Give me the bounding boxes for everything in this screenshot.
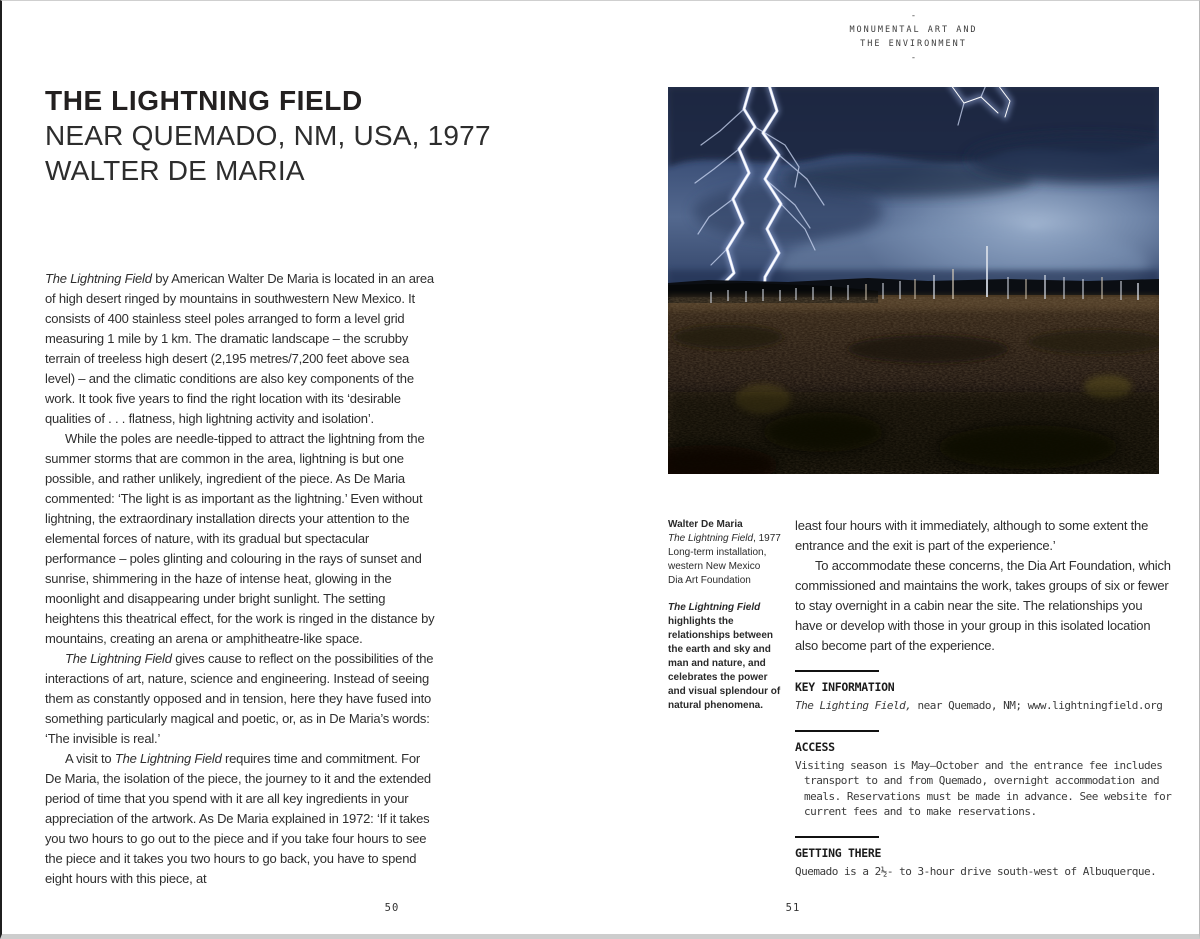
section-heading: KEY INFORMATION bbox=[795, 680, 895, 694]
photo-illustration bbox=[668, 87, 1159, 474]
text-segment: To accommodate these concerns, the Dia Art Foundation, which commissioned and maintains the work, takes groups of six or fewer to stay overnight in a cabin near the site. The relationships you have or develop with those in your group in this isolated location also become part of the experience. bbox=[795, 558, 1171, 653]
text-segment: least four hours with it immediately, although to some extent the entrance and the exit is part of the experience.’ bbox=[795, 518, 1149, 553]
photo-caption bbox=[668, 518, 788, 713]
lightning-field-photo bbox=[668, 87, 1159, 474]
text-segment: highlights the relationships between the earth and sky and man and nature, and celebrates the power and visual splendour of natural phenomena. bbox=[668, 616, 781, 711]
right-page-column bbox=[795, 516, 1173, 879]
text-segment: near Quemado, NM; www.lightningfield.org bbox=[911, 699, 1163, 712]
body-paragraph bbox=[795, 556, 1173, 656]
text-segment: Long-term installation, bbox=[668, 547, 767, 558]
body-paragraph bbox=[45, 649, 437, 749]
running-head bbox=[668, 9, 1159, 65]
section-rule bbox=[795, 730, 879, 732]
text-segment: transport to and from Quemado, overnight accommodation and bbox=[804, 774, 1160, 787]
text-segment: Quemado is a 2½- to 3-hour drive south-west of Albuquerque. bbox=[795, 864, 1157, 878]
text-segment: , 1977 bbox=[753, 533, 781, 544]
text-segment: The Lightning Field bbox=[668, 533, 754, 544]
text-segment: meals. Reservations must be made in advance. See website for bbox=[804, 789, 1172, 803]
body-paragraph bbox=[795, 516, 1173, 556]
caption-note bbox=[668, 601, 788, 713]
text-segment: Walter De Maria bbox=[668, 519, 743, 530]
text-segment: The Lighting Field, bbox=[795, 699, 912, 712]
text-segment: Dia Art Foundation bbox=[668, 575, 751, 586]
body-paragraph bbox=[45, 269, 437, 429]
text-segment: gives cause to reflect on the possibilities of the interactions of art, nature, science and engineering. Instead of seeing them as constantly opposed and in tension, here they have fused into something particularly magical and poetic, or, as in De Maria’s words: ‘The invisible is real.’ bbox=[45, 651, 434, 746]
left-page-body-text bbox=[45, 269, 437, 889]
text-segment: western New Mexico bbox=[668, 561, 761, 572]
text-segment: Visiting season is May–October and the entrance fee includes bbox=[795, 758, 1163, 772]
running-head-line1: MONUMENTAL ART AND bbox=[849, 25, 978, 35]
running-head-dash-top: - bbox=[910, 11, 917, 21]
key-information-block bbox=[795, 670, 1173, 879]
caption-credit-line bbox=[668, 560, 788, 574]
caption-credit-line bbox=[668, 518, 788, 532]
text-segment: The Lightning Field bbox=[45, 271, 152, 286]
photo-ground bbox=[668, 278, 1159, 474]
caption-credit bbox=[668, 518, 788, 588]
section-line bbox=[795, 758, 1173, 774]
text-segment: While the poles are needle-tipped to attract the lightning from the summer storms that are common in the area, lightning is but one possible, and rather unlikely, ingredient of the piece. As De Maria commented: ‘The light is as important as the lightning.’ Even without lightning, the extraordinary installation directs your attention to the elemental forces of nature, with its gradual but spectacular performance – poles glinting and colouring in the rays of sunset and sunrise, shimmering in the haze of intense heat, glowing in the moonlight and disappearing under bright sunlight. The setting heightens this theatrical effect, for the work is ringed in the distance by mountains, creating an arena or amphitheatre-like space. bbox=[45, 431, 435, 646]
caption-credit-line bbox=[668, 546, 788, 560]
info-section bbox=[795, 730, 1173, 820]
page-number-right: 51 bbox=[785, 902, 801, 914]
text-segment: The Lightning Field bbox=[65, 651, 172, 666]
text-segment: requires time and commitment. For De Maria, the isolation of the piece, the journey to it and the extended period of time that you spend with it are all key ingredients in your appreciation of the artwork. As De Maria explained in 1972: ‘If it takes you two hours to go out to the piece and if you take four hours to see the piece and it takes you two hours to go back, you have to spend eight hours with this piece, at bbox=[45, 751, 431, 886]
article-title-block bbox=[45, 83, 605, 188]
text-segment: The Lightning Field bbox=[668, 602, 761, 613]
section-rule bbox=[795, 670, 879, 672]
section-line bbox=[795, 864, 1173, 880]
text-segment: The Lightning Field bbox=[114, 751, 222, 766]
section-heading: GETTING THERE bbox=[795, 845, 882, 860]
artwork-location-year: NEAR QUEMADO, NM, USA, 1977 bbox=[45, 120, 491, 151]
section-line bbox=[795, 804, 1173, 820]
text-segment: A visit to bbox=[65, 751, 115, 766]
right-page-body-text bbox=[795, 516, 1173, 656]
section-line bbox=[795, 698, 1173, 714]
text-segment: current fees and to make reservations. bbox=[804, 805, 1037, 818]
section-rule bbox=[795, 836, 879, 838]
section-line bbox=[795, 773, 1173, 789]
text-segment: by American Walter De Maria is located in an area of high desert ringed by mountains in southwestern New Mexico. It consists of 400 stainless steel poles arranged to form a level grid measuring 1 mile by 1 km. The dramatic landscape – the scrubby terrain of treeless high desert (2,195 metres/7,200 feet above sea level) – and the climatic conditions are also key components of the work. It took five years to find the right location with its ‘desirable qualities of . . . flatness, high lightning activity and isolation’. bbox=[45, 271, 434, 426]
section-line bbox=[795, 789, 1173, 805]
page-number-left: 50 bbox=[384, 902, 400, 914]
info-section bbox=[795, 670, 1173, 714]
section-heading: ACCESS bbox=[795, 739, 835, 754]
caption-credit-line bbox=[668, 532, 788, 546]
artist-name: WALTER DE MARIA bbox=[45, 155, 305, 186]
body-paragraph bbox=[45, 749, 437, 889]
running-head-dash-bottom: - bbox=[910, 53, 917, 63]
caption-credit-line bbox=[668, 574, 788, 588]
photo-sky bbox=[668, 87, 1159, 309]
running-head-line2: THE ENVIRONMENT bbox=[860, 39, 967, 49]
info-section bbox=[795, 836, 1173, 880]
artwork-title: THE LIGHTNING FIELD bbox=[45, 85, 363, 116]
body-paragraph bbox=[45, 429, 437, 649]
